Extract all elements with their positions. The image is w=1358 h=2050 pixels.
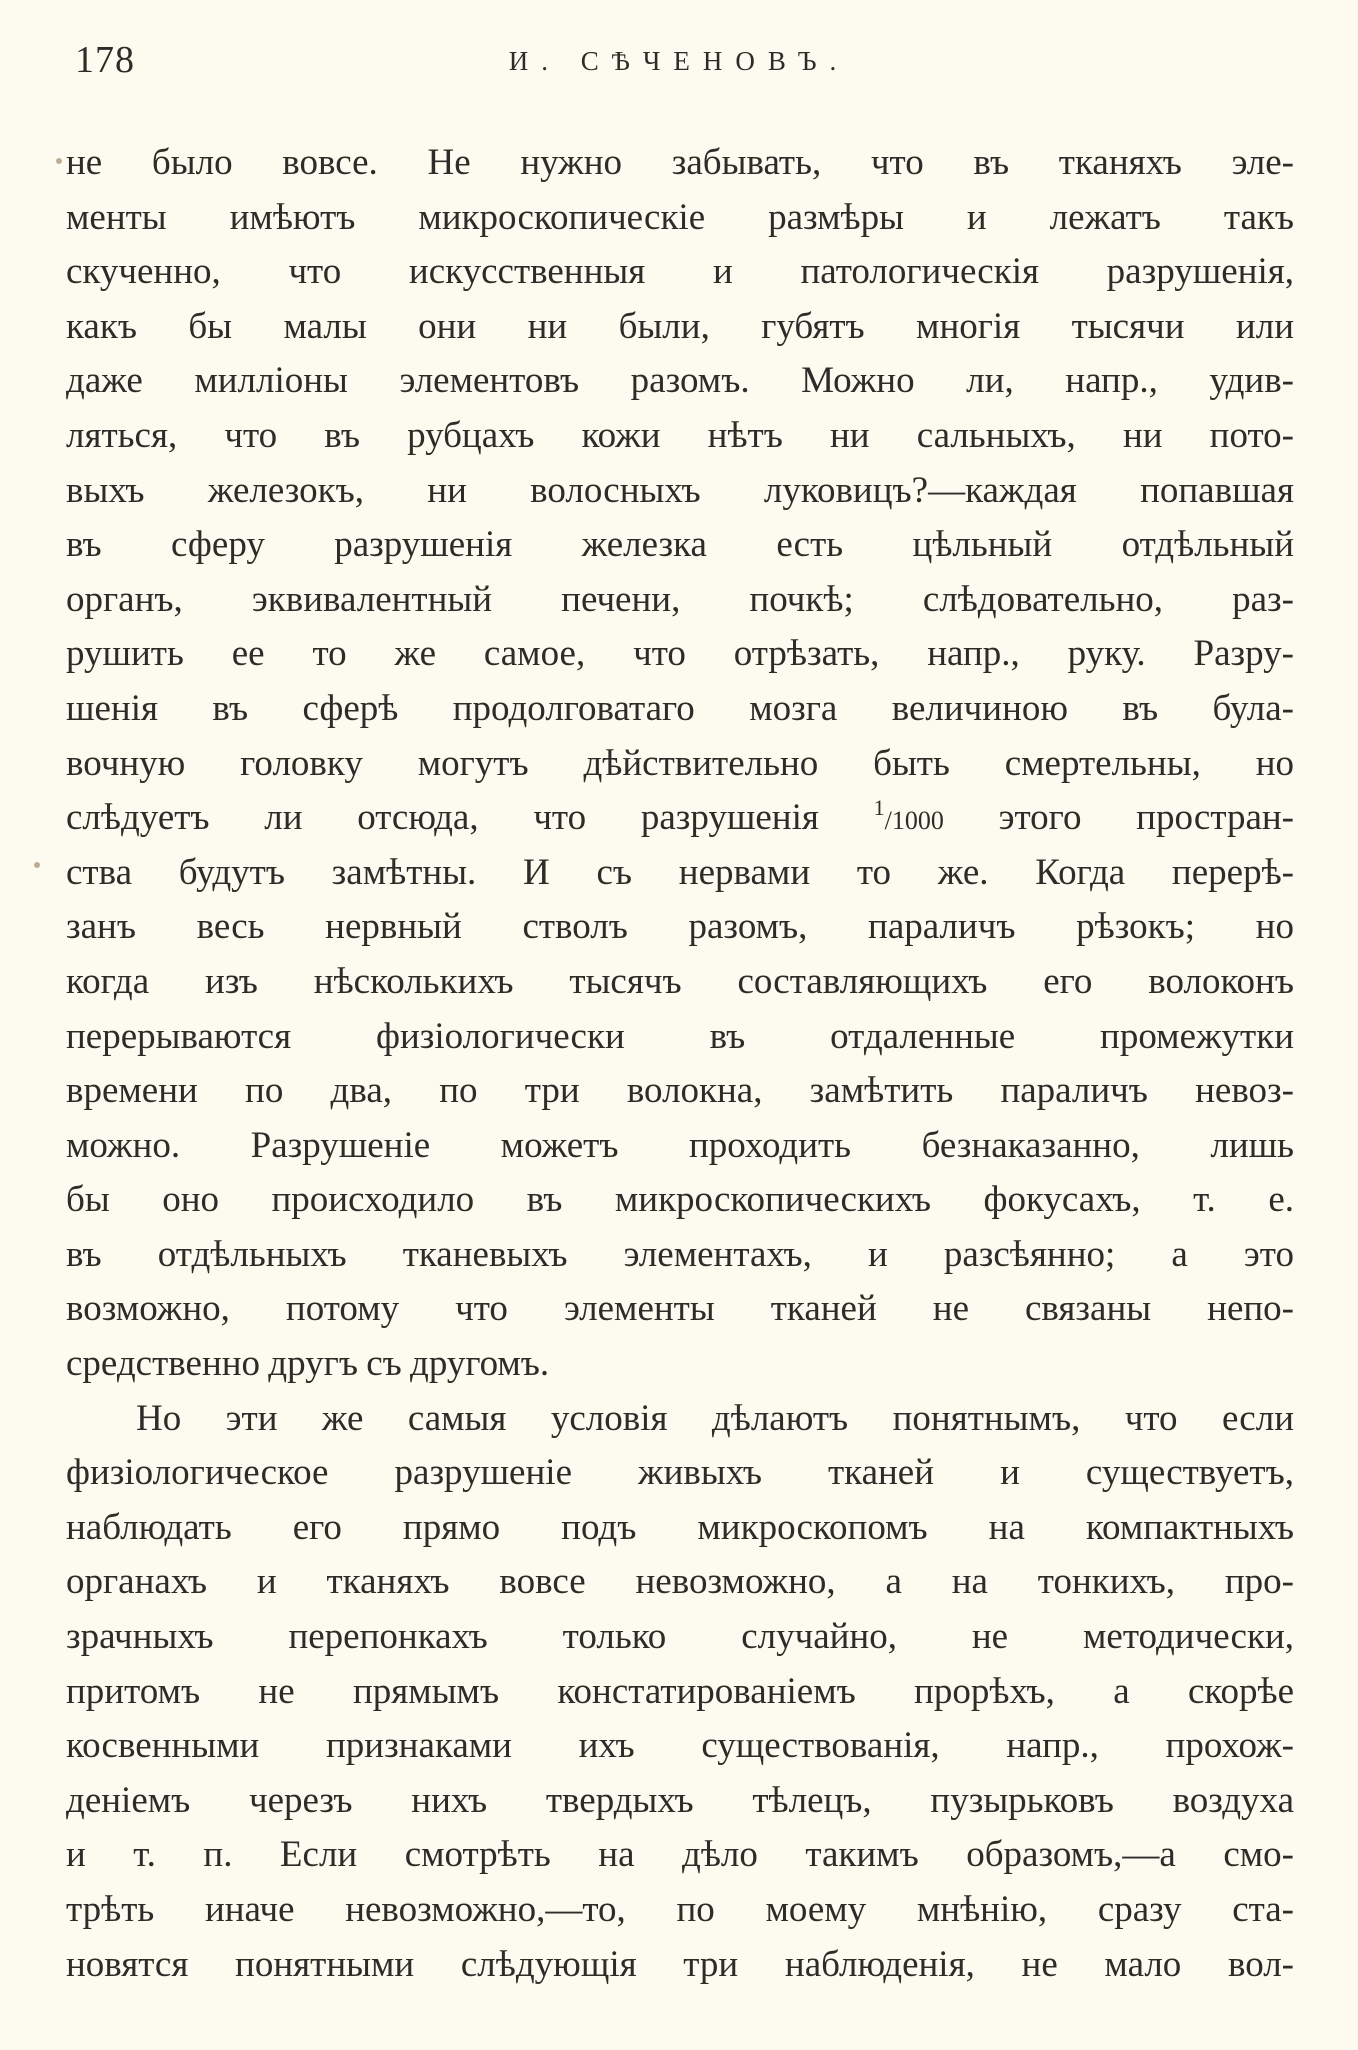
- fraction-line-after: этого простран-: [943, 797, 1294, 839]
- text-line: менты имѣютъ микроскопическіе размѣры и лежатъ такъ: [66, 196, 1294, 238]
- text-line: средственно другъ съ другомъ.: [66, 1343, 550, 1385]
- text-line: времени по два, по три волокна, замѣтить параличъ невоз-: [66, 1070, 1294, 1112]
- fraction-numerator: 1: [873, 795, 885, 821]
- page-speck: [56, 158, 62, 164]
- fraction-line-before: слѣдуетъ ли отсюда, что разрушенія: [66, 797, 874, 839]
- text-line: вочную головку могутъ дѣйствительно быть смертельны, но: [66, 742, 1294, 784]
- text-line: ства будутъ замѣтны. И съ нервами то же. Когда перерѣ-: [66, 851, 1294, 893]
- text-line: косвенными признаками ихъ существованія, напр., прохож-: [66, 1725, 1294, 1767]
- text-line: не было вовсе. Не нужно забывать, что въ тканяхъ эле-: [66, 142, 1294, 183]
- text-line: зрачныхъ перепонкахъ только случайно, не методически,: [66, 1616, 1294, 1658]
- text-line: и т. п. Если смотрѣть на дѣло такимъ образомъ,—а смо-: [66, 1834, 1294, 1876]
- text-line: въ сферу разрушенія железка есть цѣльный отдѣльный: [66, 524, 1294, 566]
- fraction-denominator: /1000: [884, 806, 944, 836]
- text-line: рушить ее то же самое, что отрѣзать, напр., руку. Разру-: [66, 633, 1294, 675]
- text-line: когда изъ нѣсколькихъ тысячъ составляющихъ его волоконъ: [66, 960, 1294, 1002]
- text-line: органахъ и тканяхъ вовсе невозможно, а на тонкихъ, про-: [66, 1561, 1294, 1603]
- body-text: [66, 136, 1294, 1992]
- page-speck: [34, 862, 40, 868]
- page-header: [0, 38, 1358, 98]
- text-line: скученно, что искусственныя и патологическія разрушенія,: [66, 251, 1294, 293]
- text-line: Но эти же самыя условія дѣлаютъ понятнымъ, что если: [136, 1397, 1294, 1439]
- text-line: можно. Разрушеніе можетъ проходить безнаказанно, лишь: [66, 1124, 1294, 1166]
- text-line: трѣть иначе невозможно,—то, по моему мнѣнію, сразу ста-: [66, 1889, 1294, 1930]
- text-line: даже милліоны элементовъ разомъ. Можно ли, напр., удив-: [66, 360, 1294, 402]
- text-line: въ отдѣльныхъ тканевыхъ элементахъ, и разсѣянно; а это: [66, 1233, 1294, 1275]
- page-number: 178: [75, 39, 135, 81]
- running-head-author: И. СѢЧЕНОВЪ.: [508, 46, 850, 76]
- paragraph-2: [66, 1392, 1294, 1993]
- text-line: органъ, эквивалентный печени, почкѣ; слѣдовательно, раз-: [66, 578, 1294, 620]
- text-line: деніемъ черезъ нихъ твердыхъ тѣлецъ, пузырьковъ воздуха: [66, 1779, 1294, 1821]
- text-line: возможно, потому что элементы тканей не связаны непо-: [66, 1288, 1294, 1330]
- text-line: выхъ железокъ, ни волосныхъ луковицъ?—каждая попавшая: [66, 469, 1294, 511]
- text-line: новятся понятными слѣдующія три наблюденія, не мало вол-: [66, 1943, 1294, 1985]
- text-line: занъ весь нервный стволъ разомъ, параличъ рѣзокъ; но: [66, 906, 1294, 948]
- text-line: шенія въ сферѣ продолговатаго мозга величиною въ була-: [66, 687, 1294, 729]
- text-line: перерываются физіологически въ отдаленные промежутки: [66, 1015, 1294, 1057]
- text-line: притомъ не прямымъ констатированіемъ прорѣхъ, а скорѣе: [66, 1670, 1294, 1712]
- text-line: бы оно происходило въ микроскопическихъ фокусахъ, т. е.: [66, 1179, 1294, 1221]
- paragraph-1: [66, 136, 1294, 1392]
- text-line-with-fraction: [66, 791, 1294, 846]
- text-line: какъ бы малы они ни были, губятъ многія тысячи или: [66, 305, 1294, 347]
- text-line: ляться, что въ рубцахъ кожи нѣтъ ни сальныхъ, ни пото-: [66, 414, 1294, 456]
- text-line: физіологическое разрушеніе живыхъ тканей и существуетъ,: [66, 1452, 1294, 1494]
- text-line: наблюдать его прямо подъ микроскопомъ на компактныхъ: [66, 1506, 1294, 1548]
